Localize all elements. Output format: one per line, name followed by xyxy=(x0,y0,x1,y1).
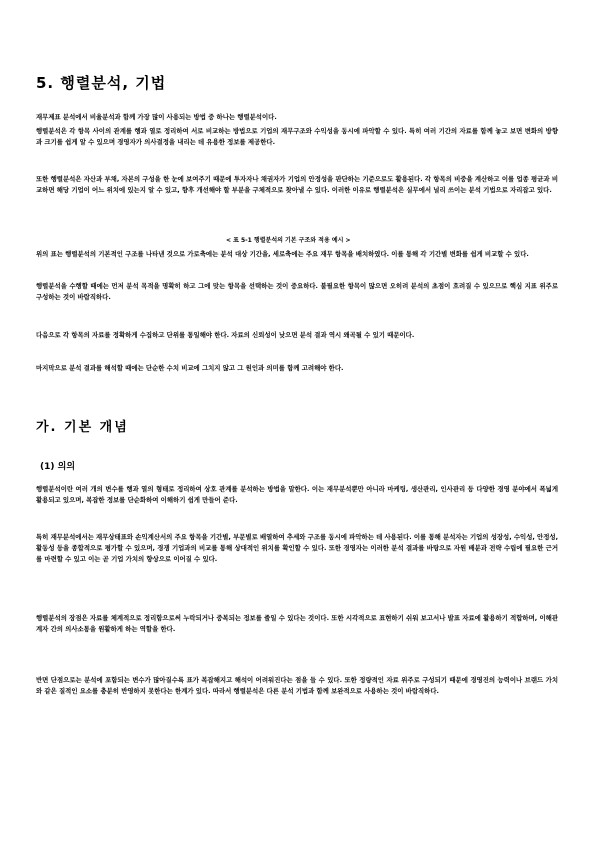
paragraph: 다음으로 각 항목의 자료를 정확하게 수집하고 단위를 통일해야 한다. 자료의 신뢰성이 낮으면 분석 결과 역시 왜곡될 수 있기 때문이다. xyxy=(36,331,415,339)
paragraph: 위의 표는 행렬분석의 기본적인 구조를 나타낸 것으로 가로축에는 분석 대상 기간을, 세로축에는 주요 재무 항목을 배치하였다. 이를 통해 각 기간별 변화를 쉽게 비교할 수 있다. xyxy=(36,250,529,258)
paragraph: 마지막으로 분석 결과를 해석할 때에는 단순한 수치 비교에 그치지 않고 그 원인과 의미를 함께 고려해야 한다. xyxy=(36,364,344,372)
subsection-heading: 가. 기본 개념 xyxy=(36,420,129,435)
paragraph: 행렬분석은 각 항목 사이의 관계를 행과 열로 정리하여 서로 비교하는 방법으로 기업의 재무구조와 수익성을 동시에 파악할 수 있다. 특히 여러 기간의 자료를 함께 놓고 보면 변화의 방향과 크기를 쉽게 알 수 있으며 경영자가 의사결정을 내리는 데 유용한 정보를 제공한다. xyxy=(36,127,558,147)
section-heading: 5. 행렬분석, 기법 xyxy=(36,74,167,92)
subsubsection-heading: (1) 의의 xyxy=(40,462,76,472)
paragraph: 또한 행렬분석은 자산과 부채, 자본의 구성을 한 눈에 보여주기 때문에 투자자나 채권자가 기업의 안정성을 판단하는 기준으로도 활용된다. 각 항목의 비중을 계산하고 이를 업종 평균과 비교하면 해당 기업이 어느 위치에 있는지 알 수 있고, 향후 개선해야 할 부분을 구체적으로 찾아낼 수 있다. 이러한 이유로 행렬분석은 실무에서 널리 쓰이는 분석 기법으로 자리잡고 있다. xyxy=(36,175,558,195)
paragraph: 행렬분석을 수행할 때에는 먼저 분석 목적을 명확히 하고 그에 맞는 항목을 선택하는 것이 중요하다. 불필요한 항목이 많으면 오히려 분석의 초점이 흐려질 수 있으므로 핵심 지표 위주로 구성하는 것이 바람직하다. xyxy=(36,282,558,302)
paragraph: 반면 단점으로는 분석에 포함되는 변수가 많아질수록 표가 복잡해지고 해석이 어려워진다는 점을 들 수 있다. 또한 정량적인 자료 위주로 구성되기 때문에 경영진의 능력이나 브랜드 가치와 같은 질적인 요소를 충분히 반영하지 못한다는 한계가 있다. 따라서 행렬분석은 다른 분석 기법과 함께 보완적으로 사용하는 것이 바람직하다. xyxy=(36,676,558,696)
paragraph: 행렬분석의 장점은 자료를 체계적으로 정리함으로써 누락되거나 중복되는 정보를 줄일 수 있다는 것이다. 또한 시각적으로 표현하기 쉬워 보고서나 발표 자료에 활용하기 적합하며, 이해관계자 간의 의사소통을 원활하게 하는 역할을 한다. xyxy=(36,614,558,634)
table-caption: < 표 5-1 행렬분석의 기본 구조와 적용 예시 > xyxy=(226,237,351,244)
paragraph: 특히 재무분석에서는 재무상태표와 손익계산서의 주요 항목을 기간별, 부문별로 배열하여 추세와 구조를 동시에 파악하는 데 사용된다. 이를 통해 분석자는 기업의 성장성, 수익성, 안정성, 활동성 등을 종합적으로 평가할 수 있으며, 경쟁 기업과의 비교를 통해 상대적인 위치를 확인할 수 있다. 또한 경영자는 이러한 분석 결과를 바탕으로 자원 배분과 전략 수립에 필요한 근거를 마련할 수 있고 이는 곧 기업 가치의 향상으로 이어질 수 있다. xyxy=(36,533,558,564)
paragraph: 행렬분석이란 여러 개의 변수를 행과 열의 형태로 정리하여 상호 관계를 분석하는 방법을 말한다. 이는 재무분석뿐만 아니라 마케팅, 생산관리, 인사관리 등 다양한 경영 분야에서 폭넓게 활용되고 있으며, 복잡한 정보를 단순화하여 이해하기 쉽게 만들어 준다. xyxy=(36,485,558,505)
paragraph: 재무제표 분석에서 비율분석과 함께 가장 많이 사용되는 방법 중 하나는 행렬분석이다. xyxy=(36,113,277,121)
